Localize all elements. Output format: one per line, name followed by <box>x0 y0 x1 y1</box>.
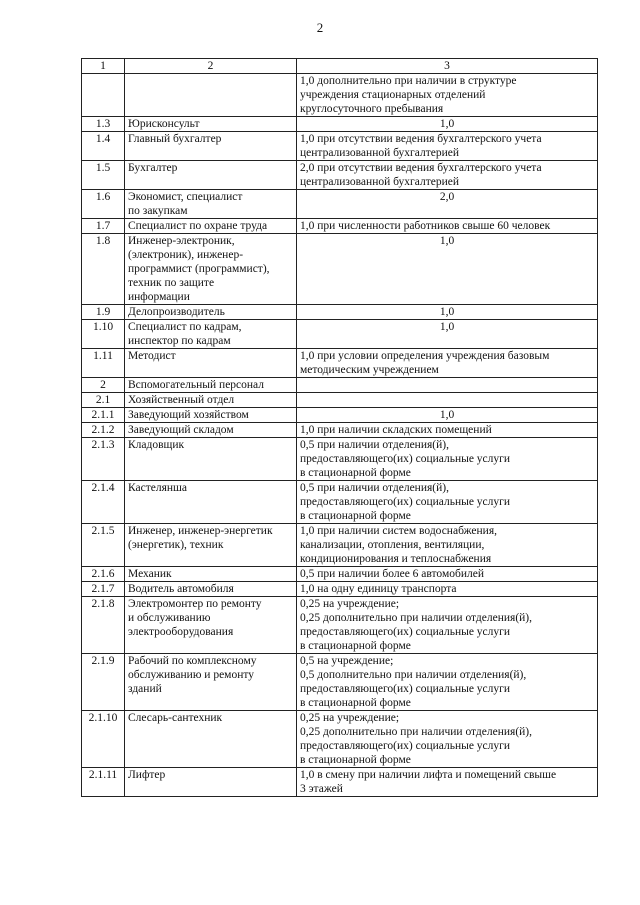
staffing-norm <box>297 305 598 320</box>
staffing-norm-line: 2,0 при отсутствии ведения бухгалтерского учета <box>300 162 542 174</box>
staffing-norm <box>297 74 598 117</box>
row-number: 2.1.9 <box>82 654 125 711</box>
position-name-line: Инженер, инженер-энергетик <box>128 525 273 537</box>
position-name-line: зданий <box>128 683 162 695</box>
position-name-line: Водитель автомобиля <box>128 583 234 595</box>
position-name <box>125 438 297 481</box>
row-number: 1.5 <box>82 161 125 190</box>
position-name-line: техник по защите <box>128 277 215 289</box>
position-name <box>125 597 297 654</box>
staffing-norm-line: в стационарной форме <box>300 697 411 709</box>
staffing-norm-line: 1,0 <box>439 235 455 247</box>
staffing-norm-line: 0,5 дополнительно при наличии отделения(й), <box>300 669 527 681</box>
staffing-norm <box>297 582 598 597</box>
staffing-norm-line <box>300 378 594 392</box>
staffing-norm-line: 1,0 на одну единицу транспорта <box>300 583 457 595</box>
staffing-norm-line: канализации, отопления, вентиляции, <box>300 539 485 551</box>
row-number: 1.7 <box>82 219 125 234</box>
position-name-line: Специалист по охране труда <box>128 220 268 232</box>
position-name-line: Юрисконсульт <box>128 118 200 130</box>
staffing-norm <box>297 161 598 190</box>
staffing-norm <box>297 768 598 797</box>
row-number: 1.4 <box>82 132 125 161</box>
table-row <box>82 654 598 711</box>
staffing-norm-line: 0,25 на учреждение; <box>300 598 400 610</box>
position-name <box>125 524 297 567</box>
position-name <box>125 74 297 117</box>
staffing-norm-line: 0,5 при наличии отделения(й), <box>300 482 449 494</box>
position-name-line: Главный бухгалтер <box>128 133 222 145</box>
table-row <box>82 320 598 349</box>
table-row <box>82 74 598 117</box>
staffing-norm <box>297 524 598 567</box>
position-name <box>125 768 297 797</box>
staffing-norm <box>297 349 598 378</box>
staffing-norm <box>297 234 598 305</box>
table-row <box>82 582 598 597</box>
staffing-norm-line: предоставляющего(их) социальные услуги <box>300 626 511 638</box>
staffing-norm <box>297 438 598 481</box>
staffing-norm-line: кондиционирования и теплоснабжения <box>300 553 492 565</box>
column-header-2: 2 <box>125 59 297 74</box>
position-name <box>125 567 297 582</box>
row-number: 2.1.10 <box>82 711 125 768</box>
position-name-line: Кастелянша <box>128 482 187 494</box>
position-name <box>125 320 297 349</box>
table-row <box>82 132 598 161</box>
position-name-line: Электромонтер по ремонту <box>128 598 262 610</box>
position-name <box>125 582 297 597</box>
staffing-norm-line: 1,0 в смену при наличии лифта и помещений свыше <box>300 769 557 781</box>
staffing-norm-line <box>300 393 594 407</box>
table-row <box>82 524 598 567</box>
position-name <box>125 378 297 393</box>
position-name-line: Рабочий по комплексному <box>128 655 257 667</box>
staffing-norm-line: предоставляющего(их) социальные услуги <box>300 496 511 508</box>
row-number: 1.9 <box>82 305 125 320</box>
staffing-norm-line: предоставляющего(их) социальные услуги <box>300 453 511 465</box>
staffing-norm-line: 1,0 при численности работников свыше 60 человек <box>300 220 551 232</box>
row-number: 2.1.5 <box>82 524 125 567</box>
position-name-line: и обслуживанию <box>128 612 211 624</box>
staffing-norm <box>297 219 598 234</box>
row-number: 2.1.3 <box>82 438 125 481</box>
position-name-line: (энергетик), техник <box>128 539 224 551</box>
row-number: 2.1.2 <box>82 423 125 438</box>
staffing-norm-line: 1,0 <box>439 306 455 318</box>
table-row <box>82 117 598 132</box>
row-number: 1.6 <box>82 190 125 219</box>
position-name <box>125 654 297 711</box>
staffing-norm <box>297 654 598 711</box>
table-row <box>82 161 598 190</box>
staffing-norm-line: 1,0 при отсутствии ведения бухгалтерского учета <box>300 133 542 145</box>
position-name <box>125 481 297 524</box>
row-number: 2.1.4 <box>82 481 125 524</box>
staffing-norm <box>297 567 598 582</box>
position-name-line: обслуживанию и ремонту <box>128 669 254 681</box>
staffing-norm <box>297 408 598 423</box>
position-name <box>125 190 297 219</box>
table-row <box>82 438 598 481</box>
staffing-norm <box>297 132 598 161</box>
table-row <box>82 567 598 582</box>
row-number: 2.1 <box>82 393 125 408</box>
position-name <box>125 393 297 408</box>
position-name <box>125 711 297 768</box>
row-number: 2 <box>82 378 125 393</box>
staffing-norm-line: 3 этажей <box>300 783 343 795</box>
staffing-norm <box>297 393 598 408</box>
position-name-line: инспектор по кадрам <box>128 335 231 347</box>
position-name-line: программист (программист), <box>128 263 270 275</box>
row-number <box>82 74 125 117</box>
staffing-norm <box>297 711 598 768</box>
staffing-norm-line: учреждения стационарных отделений <box>300 89 486 101</box>
staffing-norm-line: 1,0 дополнительно при наличии в структуре <box>300 75 517 87</box>
position-name-line: по закупкам <box>128 205 188 217</box>
position-name-line: Лифтер <box>128 769 166 781</box>
table-header-row <box>82 59 598 74</box>
staffing-norm <box>297 378 598 393</box>
row-number: 1.10 <box>82 320 125 349</box>
staffing-norm-line: 1,0 <box>439 409 455 421</box>
position-name-line: Методист <box>128 350 176 362</box>
position-name-line: Делопроизводитель <box>128 306 225 318</box>
position-name <box>125 305 297 320</box>
staffing-norm <box>297 423 598 438</box>
staffing-norm-line: в стационарной форме <box>300 467 411 479</box>
table-row <box>82 711 598 768</box>
position-name-line: Специалист по кадрам, <box>128 321 242 333</box>
staffing-norm <box>297 190 598 219</box>
table-row <box>82 423 598 438</box>
table-row <box>82 234 598 305</box>
table-row <box>82 481 598 524</box>
position-name-line: Кладовщик <box>128 439 185 451</box>
staffing-norm-line: предоставляющего(их) социальные услуги <box>300 683 511 695</box>
position-name <box>125 219 297 234</box>
position-name-line: Экономист, специалист <box>128 191 243 203</box>
table-row <box>82 768 598 797</box>
position-name-line: Хозяйственный отдел <box>128 394 235 406</box>
staffing-norm-line: 0,25 дополнительно при наличии отделения(й), <box>300 726 533 738</box>
staffing-norm-line: 1,0 <box>439 118 455 130</box>
row-number: 2.1.11 <box>82 768 125 797</box>
staffing-norms-table <box>81 58 598 797</box>
position-name-line <box>128 74 293 88</box>
position-name <box>125 423 297 438</box>
position-name-line: (электроник), инженер- <box>128 249 244 261</box>
staffing-norm-line: 0,25 дополнительно при наличии отделения(й), <box>300 612 533 624</box>
table-row <box>82 378 598 393</box>
position-name <box>125 234 297 305</box>
row-number: 1.8 <box>82 234 125 305</box>
table-row <box>82 408 598 423</box>
column-header-3: 3 <box>297 59 598 74</box>
table-row <box>82 349 598 378</box>
page-number: 2 <box>316 20 324 35</box>
staffing-norm-line: 1,0 при наличии систем водоснабжения, <box>300 525 498 537</box>
staffing-norm-line: в стационарной форме <box>300 510 411 522</box>
row-number: 2.1.1 <box>82 408 125 423</box>
staffing-norm-line: централизованной бухгалтерией <box>300 176 459 188</box>
staffing-norm-line: предоставляющего(их) социальные услуги <box>300 740 511 752</box>
staffing-norm-line: 2,0 <box>439 191 455 203</box>
column-header-1: 1 <box>82 59 125 74</box>
staffing-norm <box>297 117 598 132</box>
row-number: 1.3 <box>82 117 125 132</box>
table-row <box>82 190 598 219</box>
staffing-norm <box>297 320 598 349</box>
row-number: 2.1.6 <box>82 567 125 582</box>
table-row <box>82 305 598 320</box>
position-name-line: Слесарь-сантехник <box>128 712 223 724</box>
staffing-norm-line: 0,5 на учреждение; <box>300 655 394 667</box>
position-name-line: электрооборудования <box>128 626 234 638</box>
position-name-line: Заведующий хозяйством <box>128 409 249 421</box>
table-row <box>82 597 598 654</box>
staffing-norm-line: централизованной бухгалтерией <box>300 147 459 159</box>
staffing-norm <box>297 481 598 524</box>
table-row <box>82 219 598 234</box>
staffing-norm-line: 0,5 при наличии более 6 автомобилей <box>300 568 484 580</box>
position-name-line: Инженер-электроник, <box>128 235 235 247</box>
position-name-line: Бухгалтер <box>128 162 178 174</box>
staffing-norm-line: 0,25 на учреждение; <box>300 712 400 724</box>
staffing-norm-line: 1,0 при наличии складских помещений <box>300 424 492 436</box>
staffing-norm-line: 1,0 <box>439 321 455 333</box>
position-name <box>125 408 297 423</box>
position-name-line: Заведующий складом <box>128 424 234 436</box>
row-number: 2.1.8 <box>82 597 125 654</box>
staffing-norm <box>297 597 598 654</box>
table-row <box>82 393 598 408</box>
position-name-line: Вспомогательный персонал <box>128 379 264 391</box>
position-name <box>125 161 297 190</box>
position-name-line: информации <box>128 291 190 303</box>
staffing-norm-line: методическим учреждением <box>300 364 439 376</box>
position-name-line: Механик <box>128 568 172 580</box>
staffing-norm-line: в стационарной форме <box>300 640 411 652</box>
staffing-norm-line: 0,5 при наличии отделения(й), <box>300 439 449 451</box>
row-number: 1.11 <box>82 349 125 378</box>
position-name <box>125 349 297 378</box>
row-number: 2.1.7 <box>82 582 125 597</box>
staffing-norm-line: круглосуточного пребывания <box>300 103 444 115</box>
position-name <box>125 117 297 132</box>
staffing-norm-line: 1,0 при условии определения учреждения базовым <box>300 350 550 362</box>
staffing-norm-line: в стационарной форме <box>300 754 411 766</box>
position-name <box>125 132 297 161</box>
